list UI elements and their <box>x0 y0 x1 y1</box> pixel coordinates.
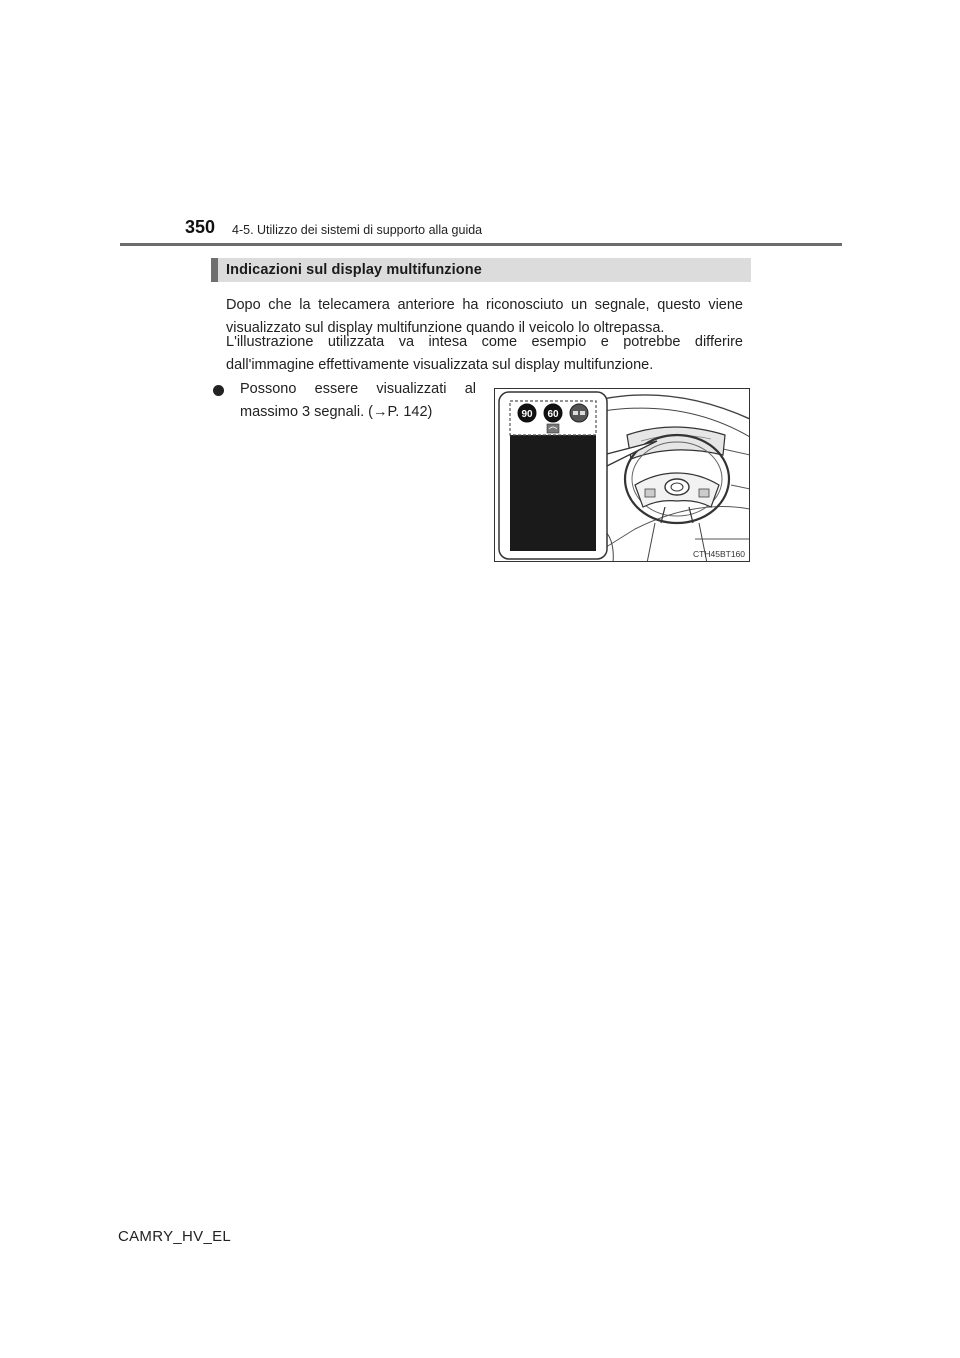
speed-sign-90: 90 <box>521 409 533 420</box>
page-number: 350 <box>185 217 216 237</box>
paragraph-illustration-note <box>226 331 743 377</box>
dashboard-illustration <box>494 388 750 562</box>
bullet-line: massimo 3 segnali. (→P. 142) <box>240 404 433 420</box>
paragraph-line: dall'immagine effettivamente visualizzata sul display multifunzione. <box>226 357 654 373</box>
figure-code: CTH45BT160 <box>693 549 745 559</box>
speed-sign-60: 60 <box>547 409 559 420</box>
dashboard-drawing <box>495 389 750 562</box>
bullet-text <box>240 378 476 424</box>
heading-accent-bar <box>211 258 218 282</box>
section-heading-label: Indicazioni sul display multifunzione <box>226 262 482 278</box>
section-heading <box>211 258 751 282</box>
chapter-title: 4-5. Utilizzo dei sistemi di supporto alla guida <box>232 223 483 237</box>
paragraph-line: Dopo che la telecamera anteriore ha riconosciuto un segnale, questo viene <box>226 297 743 313</box>
bullet-line: Possono essere visualizzati al <box>240 381 476 397</box>
bullet-dot-icon <box>213 385 224 396</box>
paragraph-line: visualizzato sul display multifunzione quando il veicolo lo oltrepassa. <box>226 320 665 336</box>
bullet-item <box>213 378 476 424</box>
paragraph-line: L'illustrazione utilizzata va intesa come esempio e potrebbe differire <box>226 334 743 350</box>
header-divider <box>120 243 842 246</box>
footer-model-code: CAMRY_HV_EL <box>118 1228 232 1245</box>
